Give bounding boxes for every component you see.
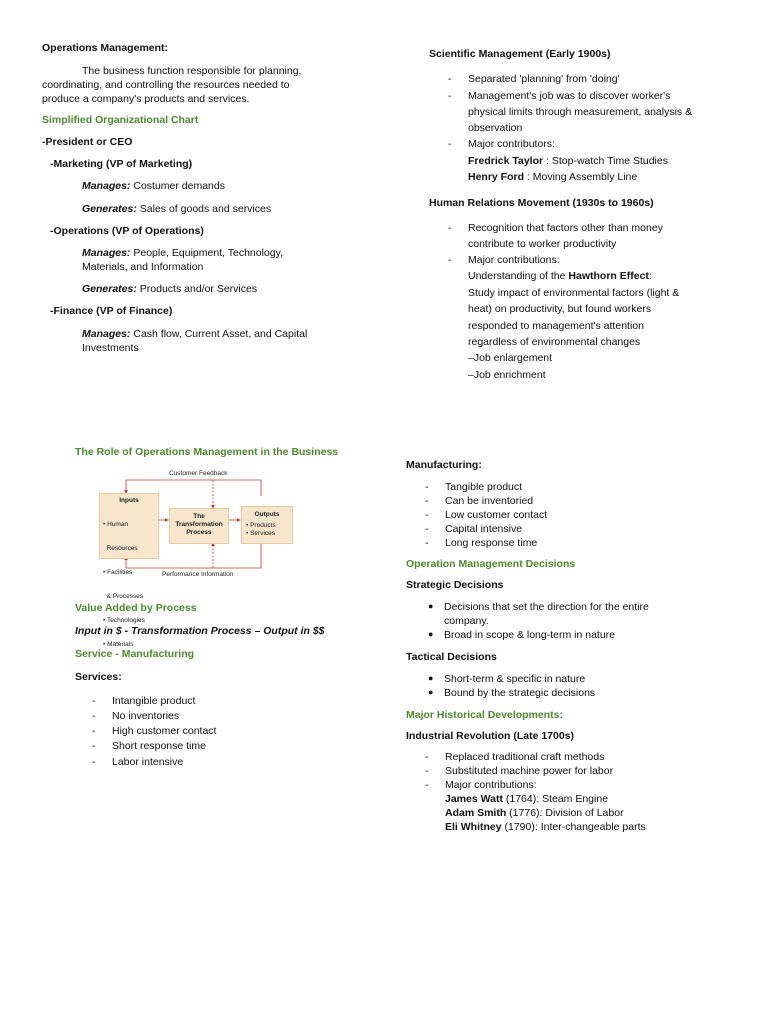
org-finance: -Finance (VP of Finance) — [50, 305, 173, 317]
finance-manages — [82, 327, 307, 355]
inputs-list: • Human Resources • Facilities & Processes • Technologies • Materials — [103, 521, 145, 648]
ops-decisions-title: Operation Management Decisions — [406, 558, 576, 570]
marketing-manages-value: Costumer demands — [133, 180, 225, 192]
service-manufacturing-title: Service - Manufacturing — [75, 648, 195, 660]
inputs-title: Inputs — [119, 497, 139, 504]
marketing-manages — [82, 180, 225, 192]
org-president: -President or CEO — [42, 136, 133, 148]
finance-manages-value-2: Investments — [82, 342, 139, 354]
outputs-list: • Products • Services — [246, 522, 276, 537]
manufacturing-title: Manufacturing: — [406, 459, 482, 471]
major-historical-title: Major Historical Developments: — [406, 709, 563, 721]
manages-label: Manages: — [82, 180, 131, 192]
industrial-revolution-title: Industrial Revolution (Late 1700s) — [406, 730, 575, 742]
outputs-box — [241, 506, 293, 544]
org-operations: -Operations (VP of Operations) — [50, 225, 204, 237]
contributor-smith: Adam Smith (1776): Division of Labor — [445, 807, 624, 819]
hr-line-2: heat) on productivity, but found workers — [468, 303, 652, 315]
value-added-title: Value Added by Process — [75, 602, 197, 614]
tactical-decisions-title: Tactical Decisions — [406, 651, 497, 663]
operations-manages — [82, 246, 283, 274]
services-title: Services: — [75, 671, 122, 683]
hr-line-3: responded to management's attention — [468, 320, 644, 332]
customer-feedback-label: Customer Feedback — [169, 470, 228, 477]
hawthorn-effect: Understanding of the Hawthorn Effect: — [468, 270, 652, 282]
hr-line-1: Study impact of environmental factors (light & — [468, 287, 680, 299]
finance-manages-value: Cash flow, Current Asset, and Capital — [133, 328, 308, 340]
scientific-mgmt-title: Scientific Management (Early 1900s) — [429, 48, 611, 60]
value-added-formula: Input in $ - Transformation Process – Output in $$ — [75, 625, 325, 637]
org-marketing: -Marketing (VP of Marketing) — [50, 158, 193, 170]
ops-mgmt-title: Operations Management: — [42, 42, 169, 54]
ops-mgmt-definition-line-3: produce a company's products and services. — [42, 93, 250, 105]
inputs-box — [99, 493, 159, 648]
org-chart-title: Simplified Organizational Chart — [42, 114, 199, 126]
operations-manages-value: People, Equipment, Technology, — [133, 247, 283, 259]
marketing-generates — [82, 203, 271, 215]
hr-line-4: regardless of environmental changes — [468, 336, 641, 348]
contributor-taylor: Fredrick Taylor : Stop-watch Time Studies — [468, 155, 668, 167]
marketing-generates-value: Sales of goods and services — [139, 203, 272, 215]
role-of-ops-title: The Role of Operations Management in the Business — [75, 446, 339, 458]
manages-label: Manages: — [82, 247, 131, 259]
operations-generates-value: Products and/or Services — [139, 283, 258, 295]
generates-label: Generates: — [82, 203, 137, 215]
performance-info-label: Performance Information — [162, 571, 234, 578]
manages-label: Manages: — [82, 328, 131, 340]
ops-mgmt-definition-line-1: The business function responsible for planning, — [82, 65, 302, 77]
generates-label: Generates: — [82, 283, 137, 295]
hr-line-5: –Job enlargement — [468, 352, 553, 364]
human-relations-title: Human Relations Movement (1930s to 1960s) — [429, 197, 654, 209]
transformation-process-box — [169, 508, 229, 544]
outputs-title: Outputs — [254, 511, 280, 518]
hr-line-6: –Job enrichment — [468, 369, 546, 381]
contributor-whitney: Eli Whitney (1790): Inter-changeable parts — [445, 821, 646, 833]
process-title: The Transformation Process — [175, 513, 223, 536]
strategic-decisions-title: Strategic Decisions — [406, 579, 504, 591]
contributor-watt: James Watt (1764): Steam Engine — [445, 793, 609, 805]
operations-manages-value-2: Materials, and Information — [82, 261, 204, 273]
operations-generates — [82, 283, 257, 295]
contributor-ford: Henry Ford : Moving Assembly Line — [468, 171, 638, 183]
ops-mgmt-definition-line-2: coordinating, and controlling the resources needed to — [42, 79, 290, 91]
